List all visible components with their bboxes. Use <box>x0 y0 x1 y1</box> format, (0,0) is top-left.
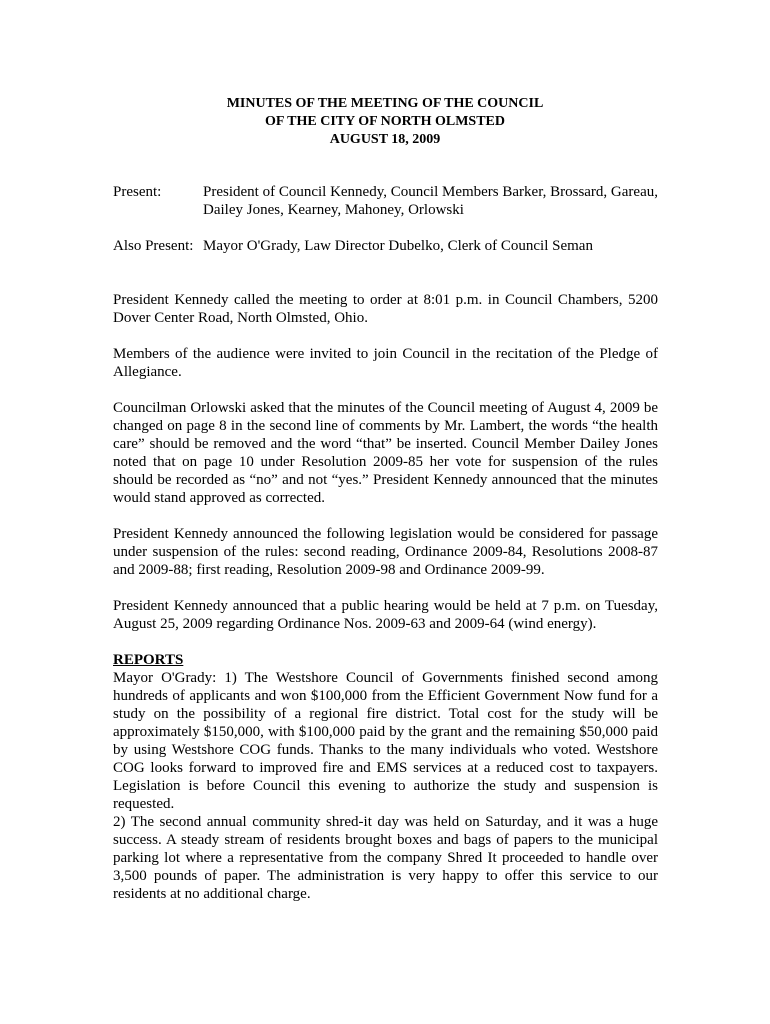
present-label: Present: <box>113 184 162 200</box>
also-present-label: Also Present: <box>113 238 194 254</box>
title-line-1: MINUTES OF THE MEETING OF THE COUNCIL <box>226 96 544 111</box>
report-item: 2) The second annual community shred-it day was held on Saturday, and it was a huge success. A steady stream of residents brought boxes and bags of papers to the municipal parking lot where a representative from the company Shred It proceeded to handle over 3,500 pounds of paper. The administration is very happy to offer this service to our residents at no additional charge. <box>113 814 658 902</box>
title-line-2: OF THE CITY OF NORTH OLMSTED <box>264 114 505 129</box>
present-block <box>113 183 658 219</box>
report-item: Mayor O'Grady: 1) The Westshore Council of Governments finished second among hundreds of applicants and won $100,000 from the Efficient Government Now fund for a study on the possibility of a regional fire district. Total cost for the study will be approximately $150,000, with $100,000 paid by the grant and the remaining $50,000 paid by using Westshore COG funds. Thanks to the many individuals who voted. Westshore COG looks forward to improved fire and EMS services at a reduced cost to taxpayers. Legislation is before Council this evening to authorize the study and suspension is requested. <box>113 670 658 812</box>
paragraph-public-hearing: President Kennedy announced that a public hearing would be held at 7 p.m. on Tuesday, August 25, 2009 regarding Ordinance Nos. 2009-63 and 2009-64 (wind energy). <box>113 598 658 632</box>
reports-section <box>113 651 658 903</box>
minutes-body <box>113 291 658 903</box>
reports-heading: REPORTS <box>113 652 184 668</box>
also-present-value: Mayor O'Grady, Law Director Dubelko, Clerk of Council Seman <box>203 238 593 254</box>
document-title <box>0 95 770 149</box>
also-present-block <box>113 237 658 255</box>
paragraph-call-to-order: President Kennedy called the meeting to order at 8:01 p.m. in Council Chambers, 5200 Dover Center Road, North Olmsted, Ohio. <box>113 292 658 326</box>
paragraph-minutes-correction: Councilman Orlowski asked that the minutes of the Council meeting of August 4, 2009 be changed on page 8 in the second line of comments by Mr. Lambert, the words “the health care” should be removed and the word “that” be inserted. Council Member Dailey Jones noted that on page 10 under Resolution 2009-85 her vote for suspension of the rules should be recorded as “no” and not “yes.” President Kennedy announced that the minutes would stand approved as corrected. <box>113 400 658 506</box>
title-line-3: AUGUST 18, 2009 <box>329 132 441 147</box>
present-value: President of Council Kennedy, Council Members Barker, Brossard, Gareau, Dailey Jones, Kearney, Mahoney, Orlowski <box>203 184 658 218</box>
paragraph-pledge: Members of the audience were invited to join Council in the recitation of the Pledge of Allegiance. <box>113 346 658 380</box>
paragraph-legislation: President Kennedy announced the following legislation would be considered for passage under suspension of the rules: second reading, Ordinance 2009-84, Resolutions 2008-87 and 2009-88; first reading, Resolution 2009-98 and Ordinance 2009-99. <box>113 526 658 578</box>
